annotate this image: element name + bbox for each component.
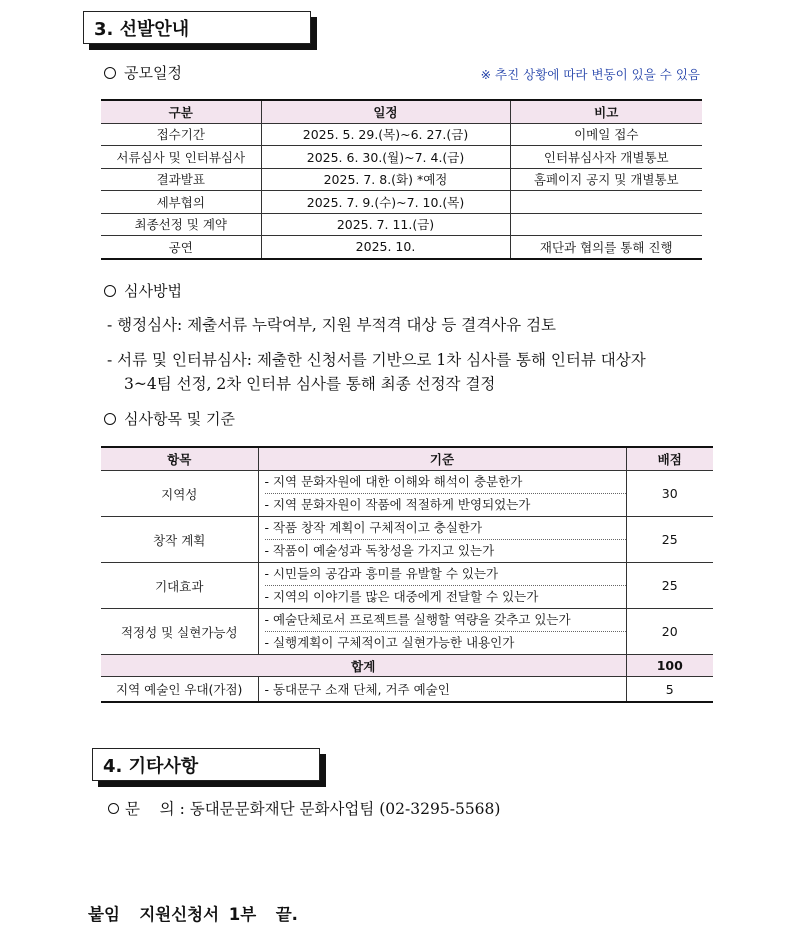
cell-score: 25 [626, 563, 713, 609]
criteria-line: - 예술단체로서 프로젝트를 실행할 역량을 갖추고 있는가 [264, 612, 571, 627]
table-row [101, 517, 713, 563]
cell-date: 2025. 7. 9.(수)~7. 10.(목) [261, 191, 510, 214]
contact-line [108, 797, 500, 819]
cell-category: 결과발표 [101, 168, 261, 191]
cell-criteria [258, 609, 626, 655]
cell-date: 2025. 5. 29.(목)~6. 27.(금) [261, 123, 510, 146]
schedule-heading [104, 62, 182, 83]
table-header-row [101, 447, 713, 471]
table-row [101, 168, 702, 191]
circle-bullet-icon [108, 803, 119, 814]
header-criteria: 기준 [258, 447, 626, 471]
criteria-heading [104, 408, 235, 429]
header-schedule: 일정 [261, 100, 510, 123]
criteria-line: - 작품 창작 계획이 구체적이고 충실한가 [264, 520, 483, 535]
header-item: 항목 [101, 447, 258, 471]
cell-remarks: 재단과 협의를 통해 진행 [510, 236, 702, 259]
circle-bullet-icon [104, 67, 116, 79]
cell-date: 2025. 10. [261, 236, 510, 259]
cell-item: 기대효과 [101, 563, 258, 609]
schedule-heading-text: 공모일정 [124, 64, 182, 82]
method-item-admin: - 행정심사: 제출서류 누락여부, 지원 부적격 대상 등 결격사유 검토 [107, 316, 557, 334]
table-row [101, 213, 702, 236]
criteria-line: - 지역 문화자원이 작품에 적절하게 반영되었는가 [265, 493, 626, 516]
cell-score: 25 [626, 517, 713, 563]
cell-bonus-item: 지역 예술인 우대(가점) [101, 677, 258, 703]
cell-bonus-criteria: - 동대문구 소재 단체, 거주 예술인 [258, 677, 626, 703]
criteria-line: - 지역의 이야기를 많은 대중에게 전달할 수 있는가 [265, 585, 626, 608]
cell-bonus-score: 5 [626, 677, 713, 703]
cell-date: 2025. 7. 8.(화) *예정 [261, 168, 510, 191]
table-row [101, 471, 713, 517]
table-row [101, 563, 713, 609]
schedule-note: ※ 추진 상황에 따라 변동이 있을 수 있음 [480, 67, 700, 82]
section-4-title-text: 4. 기타사항 [103, 755, 199, 777]
section-3-title-text: 3. 선발안내 [94, 18, 190, 40]
cell-remarks: 인터뷰심사자 개별통보 [510, 146, 702, 169]
section-4-title [92, 748, 320, 781]
header-score: 배점 [626, 447, 713, 471]
cell-remarks [510, 191, 702, 214]
table-row [101, 236, 702, 259]
table-row [101, 191, 702, 214]
cell-category: 최종선정 및 계약 [101, 213, 261, 236]
header-category: 구분 [101, 100, 261, 123]
header-remarks: 비고 [510, 100, 702, 123]
cell-remarks: 홈페이지 공지 및 개별통보 [510, 168, 702, 191]
cell-item: 지역성 [101, 471, 258, 517]
cell-score: 30 [626, 471, 713, 517]
cell-category: 공연 [101, 236, 261, 259]
criteria-table [101, 446, 713, 703]
cell-date: 2025. 7. 11.(금) [261, 213, 510, 236]
cell-date: 2025. 6. 30.(월)~7. 4.(금) [261, 146, 510, 169]
cell-category: 접수기간 [101, 123, 261, 146]
cell-remarks: 이메일 접수 [510, 123, 702, 146]
criteria-line: - 지역 문화자원에 대한 이해와 해석이 충분한가 [264, 474, 523, 489]
attachment-line: 붙임 지원신청서 1부 끝. [88, 905, 298, 924]
cell-total-label: 합계 [101, 655, 626, 677]
cell-criteria [258, 517, 626, 563]
criteria-heading-text: 심사항목 및 기준 [124, 410, 235, 428]
method-item-document: - 서류 및 인터뷰심사: 제출한 신청서를 기반으로 1차 심사를 통해 인터뷰 대상자 [107, 351, 646, 369]
table-row [101, 146, 702, 169]
criteria-line: - 작품이 예술성과 독창성을 가지고 있는가 [265, 539, 626, 562]
cell-category: 세부협의 [101, 191, 261, 214]
method-heading [104, 280, 182, 301]
table-header-row [101, 100, 702, 123]
cell-item: 창작 계획 [101, 517, 258, 563]
cell-score: 20 [626, 609, 713, 655]
table-row [101, 123, 702, 146]
contact-text: 문 의 : 동대문문화재단 문화사업팀 (02-3295-5568) [125, 800, 501, 818]
circle-bullet-icon [104, 285, 116, 297]
cell-criteria [258, 471, 626, 517]
cell-item: 적정성 및 실현가능성 [101, 609, 258, 655]
cell-remarks [510, 213, 702, 236]
table-row [101, 609, 713, 655]
cell-criteria [258, 563, 626, 609]
section-3-title [83, 11, 311, 44]
bonus-row [101, 677, 713, 703]
criteria-line: - 실행계획이 구체적이고 실현가능한 내용인가 [265, 631, 626, 654]
schedule-table [101, 99, 702, 260]
total-row [101, 655, 713, 677]
circle-bullet-icon [104, 413, 116, 425]
criteria-line: - 시민들의 공감과 흥미를 유발할 수 있는가 [264, 566, 499, 581]
cell-total-score: 100 [626, 655, 713, 677]
cell-category: 서류심사 및 인터뷰심사 [101, 146, 261, 169]
method-item-document-cont: 3~4팀 선정, 2차 인터뷰 심사를 통해 최종 선정작 결정 [124, 375, 496, 393]
method-heading-text: 심사방법 [124, 282, 182, 300]
